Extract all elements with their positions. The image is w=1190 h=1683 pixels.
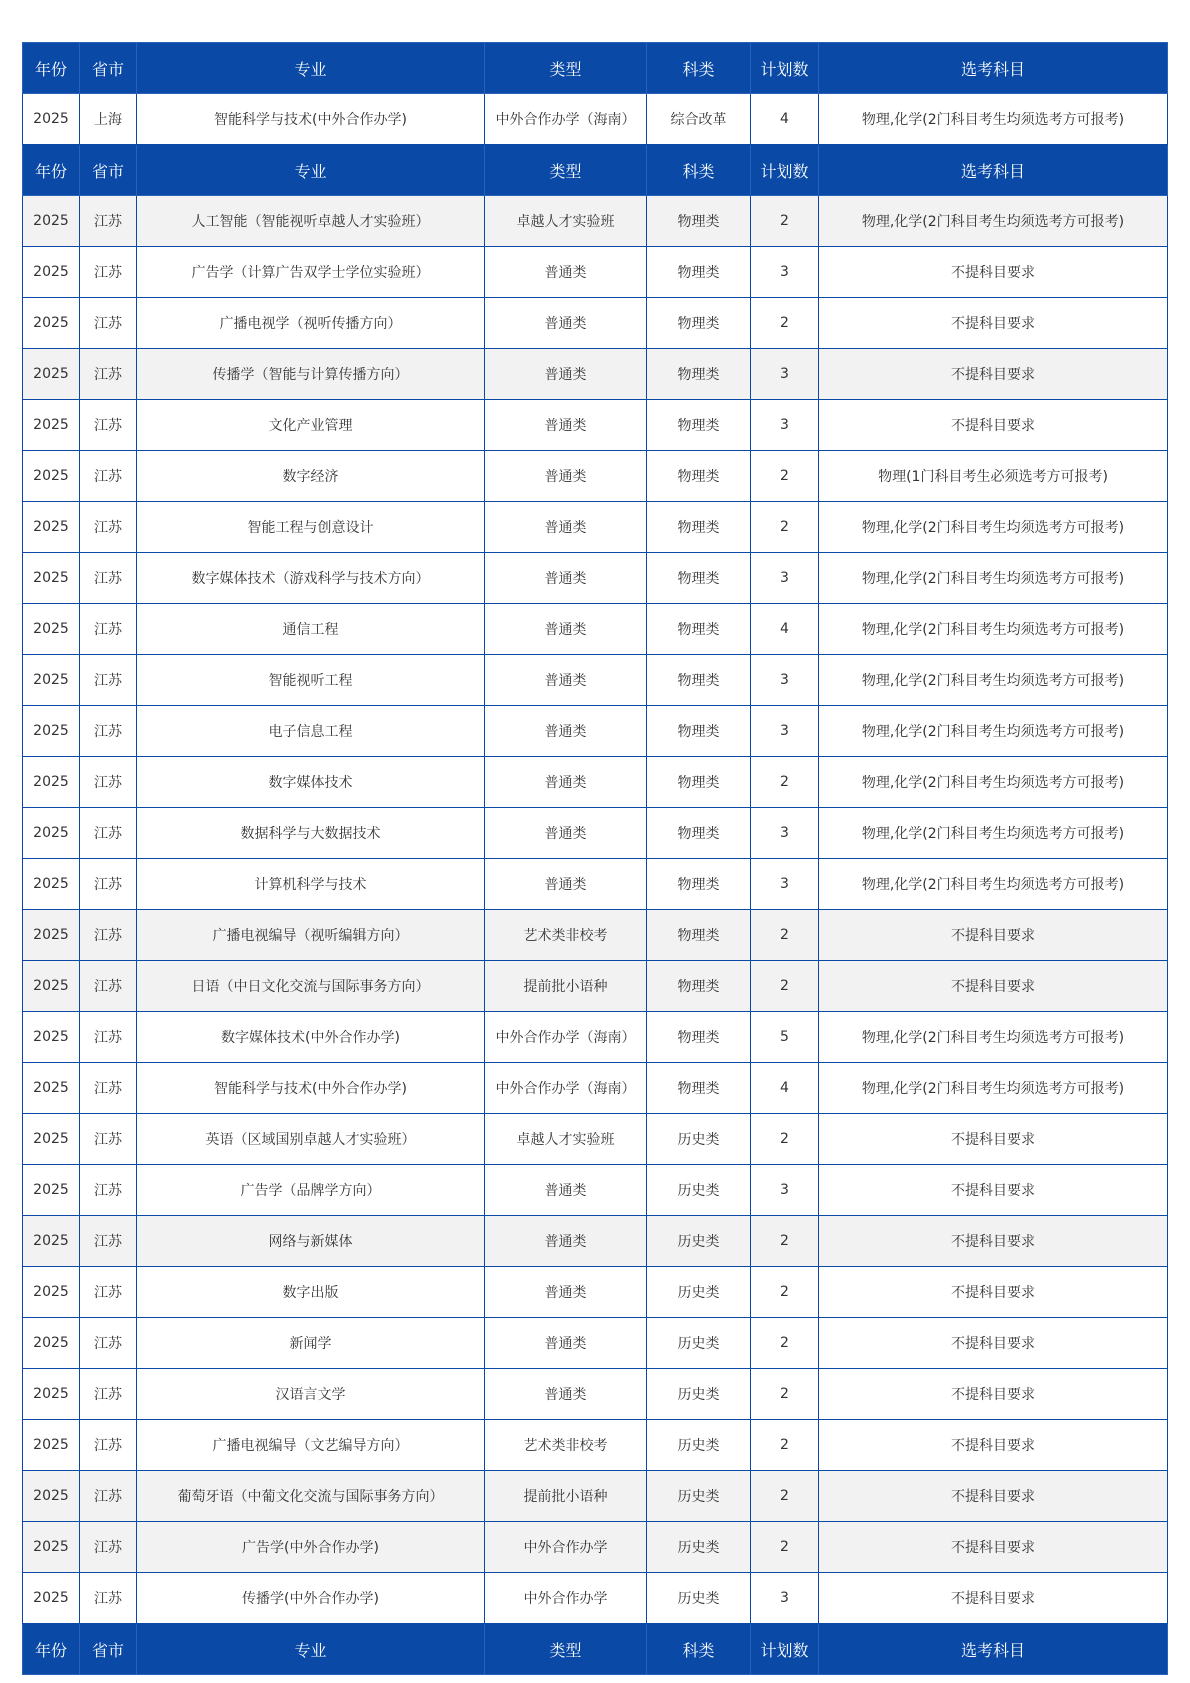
- cell-category: 物理类: [647, 196, 751, 247]
- cell-subject-requirements: 物理(1门科目考生必须选考方可报考): [819, 451, 1168, 502]
- table-row: [23, 1165, 1168, 1216]
- cell-type: 普通类: [485, 451, 647, 502]
- cell-year: 2025: [23, 655, 80, 706]
- cell-type: 卓越人才实验班: [485, 196, 647, 247]
- cell-plan-count: 3: [751, 1573, 819, 1624]
- cell-subject-requirements: 不提科目要求: [819, 298, 1168, 349]
- cell-subject-requirements: 不提科目要求: [819, 1267, 1168, 1318]
- cell-major: 传播学（智能与计算传播方向）: [137, 349, 485, 400]
- cell-year: 2025: [23, 1471, 80, 1522]
- table-row: [23, 400, 1168, 451]
- cell-major: 传播学(中外合作办学): [137, 1573, 485, 1624]
- cell-year: 2025: [23, 910, 80, 961]
- header-major: 专业: [137, 145, 485, 196]
- cell-category: 物理类: [647, 706, 751, 757]
- cell-province: 江苏: [80, 1522, 137, 1573]
- header-province: 省市: [80, 43, 137, 94]
- cell-year: 2025: [23, 94, 80, 145]
- cell-province: 江苏: [80, 553, 137, 604]
- cell-province: 江苏: [80, 1216, 137, 1267]
- cell-type: 中外合作办学: [485, 1522, 647, 1573]
- cell-plan-count: 3: [751, 706, 819, 757]
- cell-category: 物理类: [647, 502, 751, 553]
- header-type: 类型: [485, 43, 647, 94]
- cell-province: 江苏: [80, 400, 137, 451]
- admission-plan-table-container: [22, 42, 1167, 1675]
- header-category: 科类: [647, 1624, 751, 1675]
- cell-type: 普通类: [485, 349, 647, 400]
- cell-category: 历史类: [647, 1165, 751, 1216]
- table-row: [23, 1216, 1168, 1267]
- cell-plan-count: 2: [751, 1216, 819, 1267]
- cell-type: 艺术类非校考: [485, 1420, 647, 1471]
- cell-plan-count: 2: [751, 1420, 819, 1471]
- cell-type: 提前批小语种: [485, 961, 647, 1012]
- header-category: 科类: [647, 43, 751, 94]
- cell-year: 2025: [23, 1216, 80, 1267]
- cell-plan-count: 3: [751, 859, 819, 910]
- cell-province: 上海: [80, 94, 137, 145]
- cell-province: 江苏: [80, 1471, 137, 1522]
- cell-subject-requirements: 不提科目要求: [819, 1573, 1168, 1624]
- cell-subject-requirements: 物理,化学(2门科目考生均须选考方可报考): [819, 196, 1168, 247]
- header-province: 省市: [80, 145, 137, 196]
- cell-year: 2025: [23, 706, 80, 757]
- cell-subject-requirements: 不提科目要求: [819, 1369, 1168, 1420]
- cell-category: 物理类: [647, 553, 751, 604]
- admission-plan-table: [22, 42, 1168, 1675]
- cell-year: 2025: [23, 1573, 80, 1624]
- table-row: [23, 451, 1168, 502]
- table-row: [23, 502, 1168, 553]
- cell-subject-requirements: 不提科目要求: [819, 1471, 1168, 1522]
- cell-subject-requirements: 物理,化学(2门科目考生均须选考方可报考): [819, 859, 1168, 910]
- cell-category: 物理类: [647, 247, 751, 298]
- cell-major: 通信工程: [137, 604, 485, 655]
- header-year: 年份: [23, 145, 80, 196]
- cell-major: 数字媒体技术（游戏科学与技术方向）: [137, 553, 485, 604]
- cell-category: 物理类: [647, 757, 751, 808]
- cell-plan-count: 2: [751, 451, 819, 502]
- cell-plan-count: 2: [751, 196, 819, 247]
- cell-type: 普通类: [485, 1318, 647, 1369]
- header-major: 专业: [137, 1624, 485, 1675]
- cell-type: 普通类: [485, 502, 647, 553]
- table-row: [23, 247, 1168, 298]
- cell-major: 网络与新媒体: [137, 1216, 485, 1267]
- cell-year: 2025: [23, 1420, 80, 1471]
- cell-major: 新闻学: [137, 1318, 485, 1369]
- table-row: [23, 349, 1168, 400]
- cell-category: 历史类: [647, 1318, 751, 1369]
- cell-major: 人工智能（智能视听卓越人才实验班）: [137, 196, 485, 247]
- cell-category: 历史类: [647, 1267, 751, 1318]
- cell-subject-requirements: 物理,化学(2门科目考生均须选考方可报考): [819, 604, 1168, 655]
- cell-plan-count: 2: [751, 961, 819, 1012]
- cell-type: 普通类: [485, 757, 647, 808]
- table-row: [23, 655, 1168, 706]
- cell-year: 2025: [23, 1114, 80, 1165]
- cell-subject-requirements: 物理,化学(2门科目考生均须选考方可报考): [819, 706, 1168, 757]
- cell-year: 2025: [23, 604, 80, 655]
- cell-plan-count: 4: [751, 1063, 819, 1114]
- cell-type: 普通类: [485, 1267, 647, 1318]
- cell-subject-requirements: 不提科目要求: [819, 1522, 1168, 1573]
- cell-plan-count: 3: [751, 400, 819, 451]
- header-subject-requirements: 选考科目: [819, 1624, 1168, 1675]
- cell-province: 江苏: [80, 1012, 137, 1063]
- header-subject-requirements: 选考科目: [819, 145, 1168, 196]
- cell-type: 中外合作办学: [485, 1573, 647, 1624]
- cell-year: 2025: [23, 1522, 80, 1573]
- cell-major: 汉语言文学: [137, 1369, 485, 1420]
- cell-major: 葡萄牙语（中葡文化交流与国际事务方向）: [137, 1471, 485, 1522]
- cell-plan-count: 2: [751, 757, 819, 808]
- cell-major: 英语（区域国别卓越人才实验班）: [137, 1114, 485, 1165]
- cell-plan-count: 3: [751, 655, 819, 706]
- cell-type: 普通类: [485, 298, 647, 349]
- table-row: [23, 1114, 1168, 1165]
- cell-major: 智能视听工程: [137, 655, 485, 706]
- table-row: [23, 1012, 1168, 1063]
- cell-plan-count: 3: [751, 1165, 819, 1216]
- cell-major: 文化产业管理: [137, 400, 485, 451]
- cell-year: 2025: [23, 757, 80, 808]
- cell-subject-requirements: 物理,化学(2门科目考生均须选考方可报考): [819, 1063, 1168, 1114]
- header-plan-count: 计划数: [751, 43, 819, 94]
- cell-type: 普通类: [485, 553, 647, 604]
- cell-plan-count: 3: [751, 247, 819, 298]
- cell-province: 江苏: [80, 1420, 137, 1471]
- cell-year: 2025: [23, 298, 80, 349]
- cell-plan-count: 2: [751, 910, 819, 961]
- cell-year: 2025: [23, 1318, 80, 1369]
- cell-province: 江苏: [80, 1369, 137, 1420]
- header-subject-requirements: 选考科目: [819, 43, 1168, 94]
- table-row: [23, 1471, 1168, 1522]
- table-row: [23, 604, 1168, 655]
- cell-category: 物理类: [647, 349, 751, 400]
- cell-category: 物理类: [647, 655, 751, 706]
- header-year: 年份: [23, 43, 80, 94]
- cell-subject-requirements: 不提科目要求: [819, 910, 1168, 961]
- cell-category: 历史类: [647, 1573, 751, 1624]
- cell-category: 物理类: [647, 400, 751, 451]
- cell-type: 卓越人才实验班: [485, 1114, 647, 1165]
- cell-year: 2025: [23, 1369, 80, 1420]
- cell-province: 江苏: [80, 1114, 137, 1165]
- cell-year: 2025: [23, 1165, 80, 1216]
- cell-major: 数字出版: [137, 1267, 485, 1318]
- cell-plan-count: 3: [751, 349, 819, 400]
- table-row: [23, 910, 1168, 961]
- table-row: [23, 1063, 1168, 1114]
- cell-province: 江苏: [80, 349, 137, 400]
- cell-category: 物理类: [647, 859, 751, 910]
- table-row: [23, 1318, 1168, 1369]
- cell-year: 2025: [23, 451, 80, 502]
- cell-province: 江苏: [80, 808, 137, 859]
- table-row: [23, 1369, 1168, 1420]
- header-category: 科类: [647, 145, 751, 196]
- cell-province: 江苏: [80, 961, 137, 1012]
- cell-subject-requirements: 不提科目要求: [819, 349, 1168, 400]
- table-row: [23, 196, 1168, 247]
- cell-type: 普通类: [485, 1165, 647, 1216]
- table-row: [23, 1522, 1168, 1573]
- table-row: [23, 1267, 1168, 1318]
- cell-year: 2025: [23, 196, 80, 247]
- cell-major: 广告学(中外合作办学): [137, 1522, 485, 1573]
- cell-major: 广播电视编导（文艺编导方向）: [137, 1420, 485, 1471]
- cell-year: 2025: [23, 859, 80, 910]
- cell-year: 2025: [23, 808, 80, 859]
- cell-subject-requirements: 不提科目要求: [819, 1318, 1168, 1369]
- cell-type: 普通类: [485, 859, 647, 910]
- header-province: 省市: [80, 1624, 137, 1675]
- cell-year: 2025: [23, 553, 80, 604]
- cell-plan-count: 2: [751, 298, 819, 349]
- cell-category: 综合改革: [647, 94, 751, 145]
- cell-type: 普通类: [485, 400, 647, 451]
- cell-type: 艺术类非校考: [485, 910, 647, 961]
- cell-type: 普通类: [485, 247, 647, 298]
- cell-type: 中外合作办学（海南）: [485, 94, 647, 145]
- cell-type: 普通类: [485, 655, 647, 706]
- cell-province: 江苏: [80, 451, 137, 502]
- cell-category: 历史类: [647, 1216, 751, 1267]
- cell-subject-requirements: 不提科目要求: [819, 1216, 1168, 1267]
- cell-province: 江苏: [80, 1063, 137, 1114]
- cell-province: 江苏: [80, 196, 137, 247]
- cell-plan-count: 2: [751, 1522, 819, 1573]
- cell-major: 数字媒体技术(中外合作办学): [137, 1012, 485, 1063]
- cell-plan-count: 4: [751, 94, 819, 145]
- header-year: 年份: [23, 1624, 80, 1675]
- header-type: 类型: [485, 1624, 647, 1675]
- cell-province: 江苏: [80, 706, 137, 757]
- cell-plan-count: 2: [751, 1369, 819, 1420]
- cell-plan-count: 3: [751, 553, 819, 604]
- cell-major: 电子信息工程: [137, 706, 485, 757]
- cell-category: 物理类: [647, 808, 751, 859]
- cell-category: 历史类: [647, 1471, 751, 1522]
- cell-category: 历史类: [647, 1114, 751, 1165]
- cell-province: 江苏: [80, 604, 137, 655]
- cell-province: 江苏: [80, 655, 137, 706]
- cell-type: 普通类: [485, 1369, 647, 1420]
- cell-major: 智能科学与技术(中外合作办学): [137, 1063, 485, 1114]
- cell-subject-requirements: 物理,化学(2门科目考生均须选考方可报考): [819, 94, 1168, 145]
- cell-plan-count: 4: [751, 604, 819, 655]
- cell-province: 江苏: [80, 910, 137, 961]
- table-row: [23, 757, 1168, 808]
- cell-category: 物理类: [647, 604, 751, 655]
- cell-type: 普通类: [485, 604, 647, 655]
- cell-year: 2025: [23, 1267, 80, 1318]
- table-row: [23, 1420, 1168, 1471]
- cell-plan-count: 3: [751, 808, 819, 859]
- cell-major: 广播电视编导（视听编辑方向）: [137, 910, 485, 961]
- cell-year: 2025: [23, 502, 80, 553]
- cell-category: 物理类: [647, 910, 751, 961]
- cell-subject-requirements: 物理,化学(2门科目考生均须选考方可报考): [819, 553, 1168, 604]
- cell-year: 2025: [23, 247, 80, 298]
- cell-province: 江苏: [80, 859, 137, 910]
- cell-subject-requirements: 不提科目要求: [819, 1165, 1168, 1216]
- cell-major: 广播电视学（视听传播方向）: [137, 298, 485, 349]
- cell-province: 江苏: [80, 757, 137, 808]
- cell-type: 普通类: [485, 706, 647, 757]
- table-body: [23, 43, 1168, 1675]
- cell-year: 2025: [23, 1063, 80, 1114]
- cell-province: 江苏: [80, 247, 137, 298]
- cell-plan-count: 2: [751, 1267, 819, 1318]
- header-row: [23, 145, 1168, 196]
- table-row: [23, 808, 1168, 859]
- table-row: [23, 859, 1168, 910]
- cell-province: 江苏: [80, 1573, 137, 1624]
- cell-subject-requirements: 不提科目要求: [819, 400, 1168, 451]
- cell-category: 历史类: [647, 1522, 751, 1573]
- cell-subject-requirements: 不提科目要求: [819, 1114, 1168, 1165]
- header-plan-count: 计划数: [751, 145, 819, 196]
- cell-plan-count: 2: [751, 502, 819, 553]
- table-row: [23, 706, 1168, 757]
- cell-year: 2025: [23, 349, 80, 400]
- cell-type: 中外合作办学（海南）: [485, 1063, 647, 1114]
- cell-province: 江苏: [80, 1165, 137, 1216]
- cell-subject-requirements: 不提科目要求: [819, 1420, 1168, 1471]
- cell-category: 历史类: [647, 1369, 751, 1420]
- cell-major: 数字媒体技术: [137, 757, 485, 808]
- header-plan-count: 计划数: [751, 1624, 819, 1675]
- cell-major: 智能工程与创意设计: [137, 502, 485, 553]
- cell-category: 物理类: [647, 1063, 751, 1114]
- cell-plan-count: 5: [751, 1012, 819, 1063]
- cell-province: 江苏: [80, 502, 137, 553]
- cell-subject-requirements: 物理,化学(2门科目考生均须选考方可报考): [819, 808, 1168, 859]
- cell-type: 提前批小语种: [485, 1471, 647, 1522]
- cell-type: 中外合作办学（海南）: [485, 1012, 647, 1063]
- cell-year: 2025: [23, 1012, 80, 1063]
- table-row: [23, 94, 1168, 145]
- header-major: 专业: [137, 43, 485, 94]
- cell-major: 数字经济: [137, 451, 485, 502]
- cell-category: 物理类: [647, 298, 751, 349]
- cell-major: 日语（中日文化交流与国际事务方向）: [137, 961, 485, 1012]
- cell-year: 2025: [23, 400, 80, 451]
- cell-province: 江苏: [80, 1318, 137, 1369]
- table-row: [23, 961, 1168, 1012]
- cell-major: 广告学（计算广告双学士学位实验班）: [137, 247, 485, 298]
- cell-plan-count: 2: [751, 1471, 819, 1522]
- cell-type: 普通类: [485, 808, 647, 859]
- cell-subject-requirements: 物理,化学(2门科目考生均须选考方可报考): [819, 502, 1168, 553]
- cell-category: 物理类: [647, 1012, 751, 1063]
- cell-category: 历史类: [647, 1420, 751, 1471]
- cell-category: 物理类: [647, 961, 751, 1012]
- cell-category: 物理类: [647, 451, 751, 502]
- table-row: [23, 298, 1168, 349]
- cell-subject-requirements: 物理,化学(2门科目考生均须选考方可报考): [819, 655, 1168, 706]
- cell-major: 智能科学与技术(中外合作办学): [137, 94, 485, 145]
- cell-subject-requirements: 物理,化学(2门科目考生均须选考方可报考): [819, 1012, 1168, 1063]
- cell-plan-count: 2: [751, 1114, 819, 1165]
- table-row: [23, 1573, 1168, 1624]
- header-type: 类型: [485, 145, 647, 196]
- cell-type: 普通类: [485, 1216, 647, 1267]
- cell-plan-count: 2: [751, 1318, 819, 1369]
- cell-major: 计算机科学与技术: [137, 859, 485, 910]
- cell-major: 广告学（品牌学方向）: [137, 1165, 485, 1216]
- cell-subject-requirements: 不提科目要求: [819, 961, 1168, 1012]
- cell-subject-requirements: 不提科目要求: [819, 247, 1168, 298]
- cell-subject-requirements: 物理,化学(2门科目考生均须选考方可报考): [819, 757, 1168, 808]
- cell-year: 2025: [23, 961, 80, 1012]
- header-row: [23, 1624, 1168, 1675]
- table-row: [23, 553, 1168, 604]
- cell-major: 数据科学与大数据技术: [137, 808, 485, 859]
- header-row: [23, 43, 1168, 94]
- cell-province: 江苏: [80, 1267, 137, 1318]
- cell-province: 江苏: [80, 298, 137, 349]
